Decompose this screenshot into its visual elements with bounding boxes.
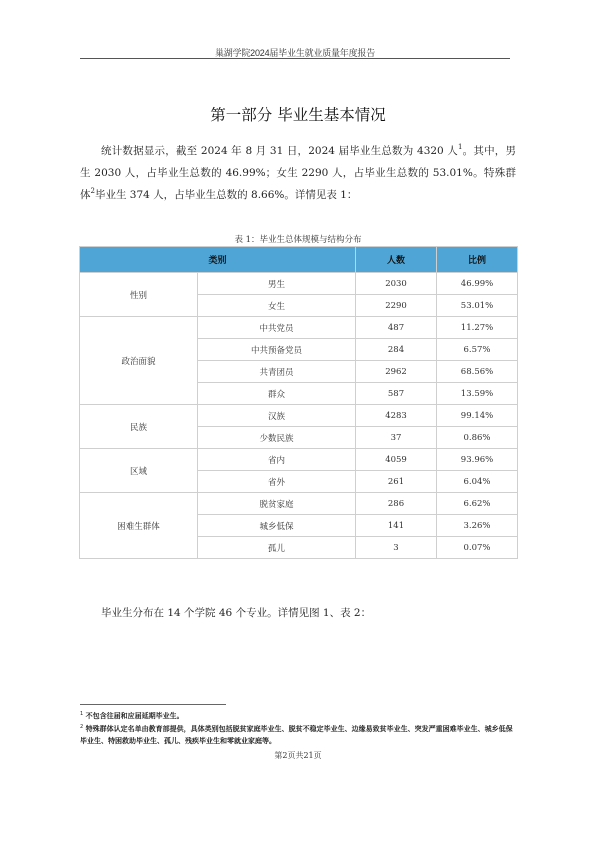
- subcategory-cell: 中共预备党员: [198, 339, 356, 361]
- intro-paragraph: [80, 140, 516, 206]
- footnote-text: 特殊群体认定名单由教育部提供，具体类别包括脱贫家庭毕业生、脱贫不稳定毕业生、边缘易致贫毕业生、突发严重困难毕业生、城乡低保毕业生、特困救助毕业生、孤儿、残疾毕业生和零就业家庭等。: [80, 724, 513, 745]
- subcategory-cell: 脱贫家庭: [198, 493, 356, 515]
- table-row: [80, 449, 518, 471]
- subcategory-cell: 省外: [198, 471, 356, 493]
- subcategory-cell: 城乡低保: [198, 515, 356, 537]
- footnote-1: [80, 710, 516, 723]
- header-divider: [80, 58, 510, 59]
- ratio-cell: 6.04%: [437, 471, 518, 493]
- ratio-cell: 68.56%: [437, 361, 518, 383]
- count-cell: 37: [356, 427, 437, 449]
- count-cell: 284: [356, 339, 437, 361]
- count-cell: 4283: [356, 405, 437, 427]
- page-number: 第2页共21页: [274, 751, 322, 760]
- ratio-cell: 46.99%: [437, 273, 518, 295]
- table-row: [80, 317, 518, 339]
- distribution-paragraph: [80, 605, 516, 620]
- header-ratio: 比例: [437, 247, 518, 273]
- distribution-text: 毕业生分布在 14 个学院 46 个专业。详情见图 1、表 2：: [101, 607, 372, 619]
- subcategory-cell: 共青团员: [198, 361, 356, 383]
- intro-text-3: 毕业生 374 人，占毕业生总数的 8.66%。详情见表 1：: [94, 189, 358, 201]
- count-cell: 3: [356, 537, 437, 559]
- count-cell: 2030: [356, 273, 437, 295]
- graduate-structure-table: [79, 246, 518, 559]
- ratio-cell: 11.27%: [437, 317, 518, 339]
- group-label: 民族: [80, 405, 198, 449]
- ratio-cell: 93.96%: [437, 449, 518, 471]
- ratio-cell: 0.07%: [437, 537, 518, 559]
- section-title: 第一部分 毕业生基本情况: [210, 106, 386, 124]
- count-cell: 286: [356, 493, 437, 515]
- subcategory-cell: 女生: [198, 295, 356, 317]
- subcategory-cell: 孤儿: [198, 537, 356, 559]
- footnote-ref-2[interactable]: 2: [90, 187, 95, 195]
- count-cell: 587: [356, 383, 437, 405]
- table-header-row: [80, 247, 518, 273]
- ratio-cell: 0.86%: [437, 427, 518, 449]
- footnote-2: [80, 723, 516, 748]
- table-caption: 表 1：毕业生总体规模与结构分布: [234, 235, 362, 245]
- ratio-cell: 6.57%: [437, 339, 518, 361]
- group-label: 政治面貌: [80, 317, 198, 405]
- table-row: [80, 405, 518, 427]
- ratio-cell: 13.59%: [437, 383, 518, 405]
- count-cell: 4059: [356, 449, 437, 471]
- intro-text-2: 。其中，男生 2030 人，占毕业生总数的 46.99%；女生 2290 人，占毕业生总数的 53.01%。特殊群体: [80, 145, 517, 201]
- subcategory-cell: 中共党员: [198, 317, 356, 339]
- header-category: 类别: [80, 247, 356, 273]
- footnotes: [80, 710, 516, 748]
- footnote-mark: 1: [80, 711, 84, 717]
- ratio-cell: 6.62%: [437, 493, 518, 515]
- ratio-cell: 99.14%: [437, 405, 518, 427]
- footnote-mark: 2: [80, 723, 84, 730]
- count-cell: 487: [356, 317, 437, 339]
- group-label: 困难生群体: [80, 493, 198, 559]
- footnote-ref-1[interactable]: 1: [458, 143, 463, 151]
- footnote-text: 不包含往届和应届延期毕业生。: [85, 712, 184, 720]
- table-body: [80, 273, 518, 559]
- table-row: [80, 493, 518, 515]
- subcategory-cell: 少数民族: [198, 427, 356, 449]
- footnote-divider: [80, 704, 226, 705]
- subcategory-cell: 男生: [198, 273, 356, 295]
- subcategory-cell: 群众: [198, 383, 356, 405]
- count-cell: 261: [356, 471, 437, 493]
- table-row: [80, 273, 518, 295]
- count-cell: 141: [356, 515, 437, 537]
- subcategory-cell: 汉族: [198, 405, 356, 427]
- count-cell: 2290: [356, 295, 437, 317]
- ratio-cell: 3.26%: [437, 515, 518, 537]
- intro-text-1: 统计数据显示，截至 2024 年 8 月 31 日，2024 届毕业生总数为 4320 人: [101, 145, 458, 157]
- subcategory-cell: 省内: [198, 449, 356, 471]
- group-label: 性别: [80, 273, 198, 317]
- group-label: 区域: [80, 449, 198, 493]
- count-cell: 2962: [356, 361, 437, 383]
- header-count: 人数: [356, 247, 437, 273]
- running-header: 巢湖学院2024届毕业生就业质量年度报告: [214, 48, 376, 58]
- ratio-cell: 53.01%: [437, 295, 518, 317]
